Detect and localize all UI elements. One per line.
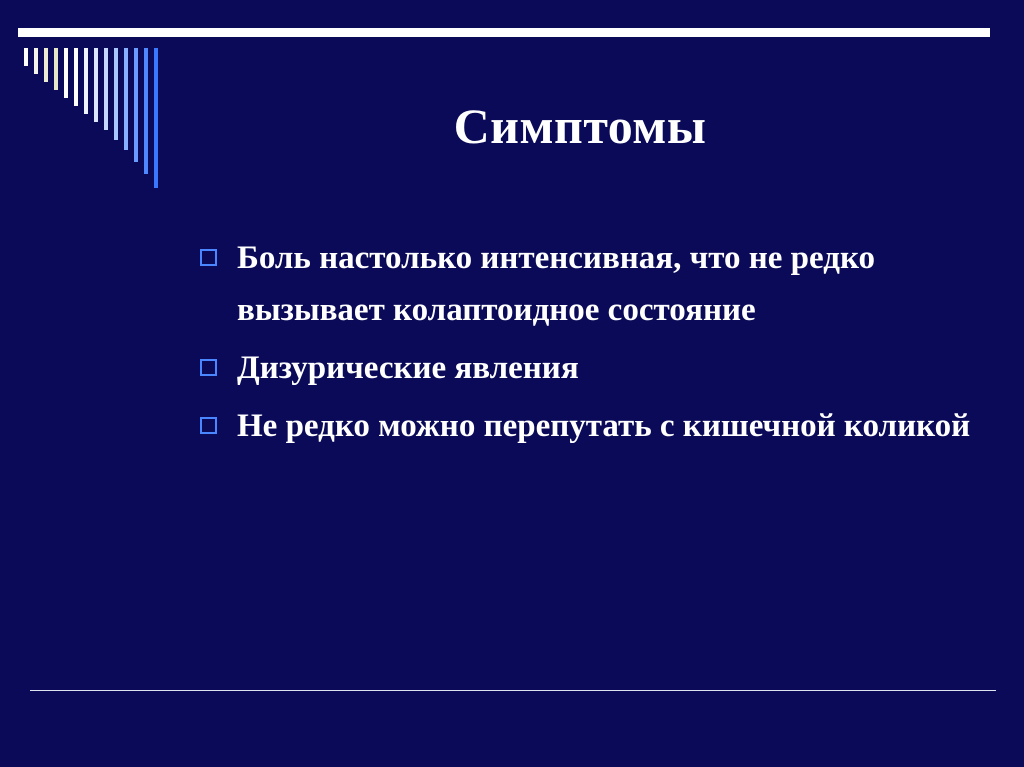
top-rule (18, 28, 990, 37)
bullet-text: Не редко можно перепутать с кишечной коликой (237, 408, 971, 444)
bullet-item (200, 342, 990, 394)
hollow-square-icon (200, 249, 217, 266)
bullet-item (200, 232, 990, 336)
hollow-square-icon (200, 417, 217, 434)
bullet-text: Дизурические явления (237, 350, 579, 386)
hollow-square-icon (200, 359, 217, 376)
bullet-text: Боль настолько интенсивная, что не редко вызывает колаптоидное состояние (237, 240, 876, 328)
slide-title: Симптомы (453, 98, 707, 154)
bullet-list (200, 232, 990, 458)
bottom-rule (30, 690, 996, 691)
bullet-item (200, 400, 990, 452)
